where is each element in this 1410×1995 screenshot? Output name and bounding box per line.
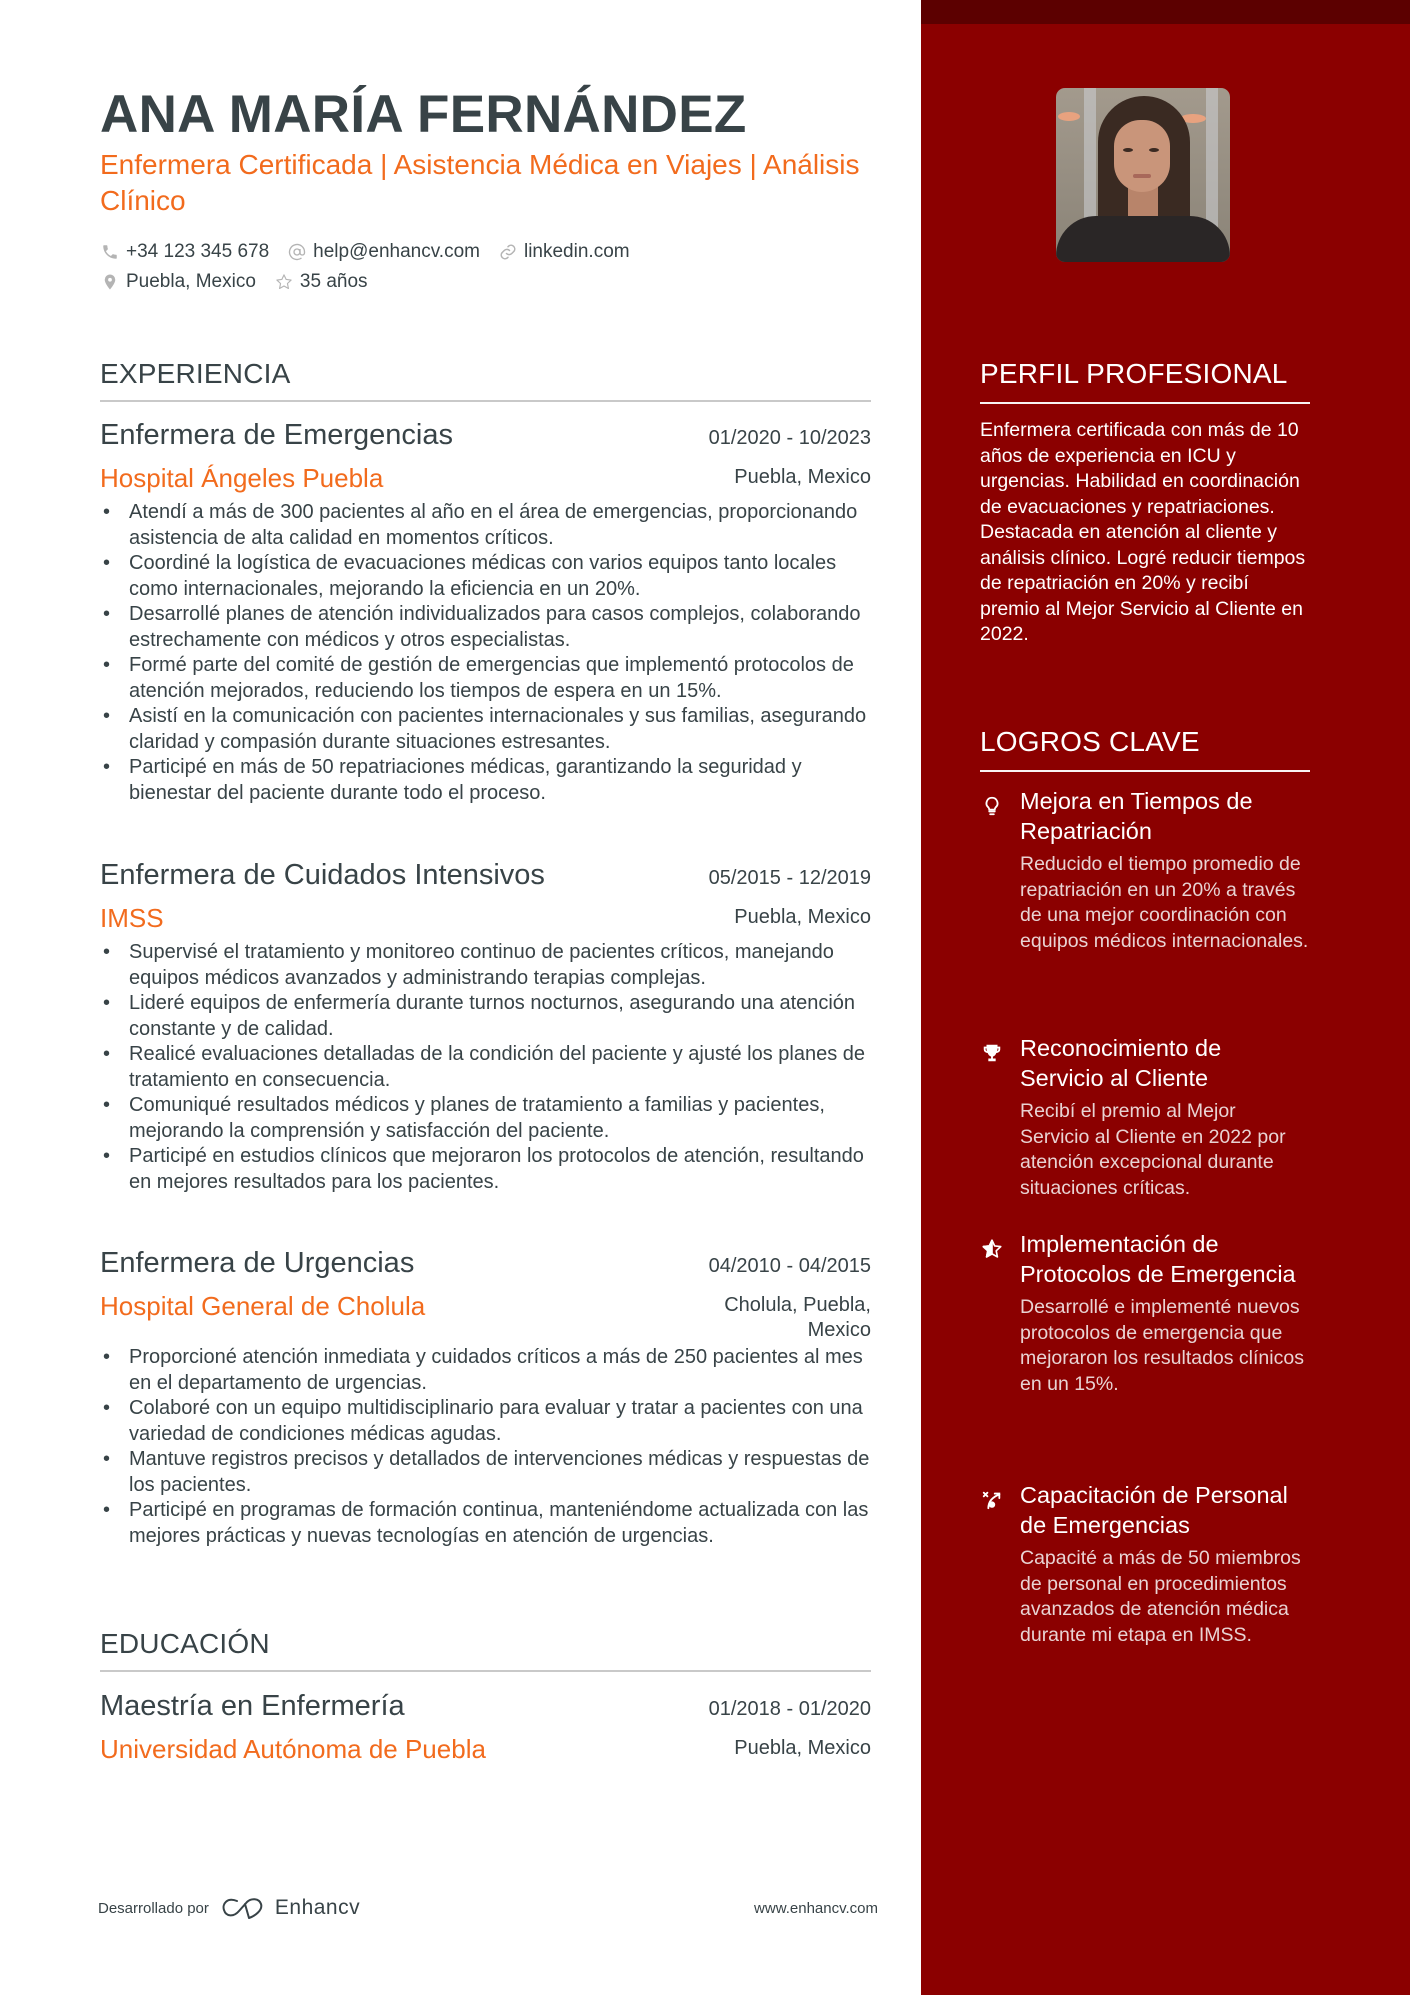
bullet-item: • Formé parte del comité de gestión de emergencias que implementó protocolos de atención mejorados, reduciendo los tiempos de espera en un 15%.: [100, 653, 871, 704]
bullet-item: • Participé en estudios clínicos que mejoraron los protocolos de atención, resultando en mejores resultados para los pacientes.: [100, 1144, 871, 1195]
bullet-item: • Atendí a más de 300 pacientes al año en el área de emergencias, proporcionando asistencia de alta calidad en momentos críticos.: [100, 500, 871, 551]
achievement-title: Capacitación de Personal de Emergencias: [1020, 1482, 1288, 1538]
star-half-icon: [980, 1237, 1004, 1261]
trophy-icon: [980, 1041, 1004, 1065]
section-title-experience: EXPERIENCIA: [100, 358, 291, 389]
education-section: [100, 1624, 871, 1672]
achievement-description: Desarrollé e implementé nuevos protocolos de emergencia que mejoraron los resultados clínicos en un 15%.: [1020, 1296, 1304, 1395]
enhancv-logo[interactable]: [221, 1896, 360, 1920]
location-text: Puebla, Mexico: [126, 271, 256, 292]
experience-section: [100, 354, 871, 402]
contact-email: [287, 241, 480, 263]
job-location: Cholula, Puebla, Mexico: [724, 1294, 871, 1341]
achievement-description: Recibí el premio al Mejor Servicio al Cliente en 2022 por atención excepcional durante situaciones críticas.: [1020, 1100, 1286, 1199]
education-entry: [100, 1686, 871, 1767]
job-title: Enfermera de Emergencias: [100, 419, 453, 451]
section-divider: [100, 400, 871, 402]
sidebar: [921, 0, 1410, 1995]
job-company: IMSS: [100, 903, 164, 933]
linkedin-link[interactable]: linkedin.com: [523, 241, 630, 262]
location-pin-icon: [100, 272, 120, 292]
profile-summary: Enfermera certificada con más de 10 años de experiencia en ICU y urgencias. Habilidad en coordinación de evacuaciones y repatriaciones. Destacada en atención al cliente y análisis clínico. Logré reducir tiempos de repatriación en 20% y recibí premio al Mejor Servicio al Cliente en 2022.: [980, 419, 1306, 645]
bullet-item: • Asistí en la comunicación con pacientes internacionales y sus familias, asegurando claridad y compasión durante situaciones estresantes.: [100, 704, 871, 755]
strategy-route-icon: [980, 1488, 1004, 1512]
job-dates: 01/2020 - 10/2023: [708, 427, 871, 449]
profile-section: [980, 354, 1310, 648]
bullet-item: • Supervisé el tratamiento y monitoreo continuo de pacientes críticos, manejando equipos médicos avanzados y administrando terapias complejas.: [100, 940, 871, 991]
achievement-description: Capacité a más de 50 miembros de personal en procedimientos avanzados de atención médica durante mi etapa en IMSS.: [1020, 1547, 1301, 1646]
lightbulb-icon: [980, 794, 1004, 818]
sidebar-top-band: [921, 0, 1410, 24]
bullet-item: • Lideré equipos de enfermería durante turnos nocturnos, asegurando una atención constante y de calidad.: [100, 991, 871, 1042]
job-title: Enfermera de Cuidados Intensivos: [100, 859, 545, 891]
contact-linkedin: [498, 241, 630, 263]
bullet-item: • Participé en programas de formación continua, manteniéndome actualizada con las mejores prácticas y nuevas tecnologías en atención de urgencias.: [100, 1498, 871, 1549]
star-icon: [274, 272, 294, 292]
job-location: Puebla, Mexico: [734, 906, 871, 928]
powered-by-label: Desarrollado por: [98, 1899, 209, 1917]
bullet-item: • Colaboré con un equipo multidisciplinario para evaluar y tratar a pacientes con una variedad de condiciones médicas agudas.: [100, 1396, 871, 1447]
contact-age: [274, 271, 368, 293]
email-address[interactable]: help@enhancv.com: [313, 241, 480, 262]
section-divider: [100, 1670, 871, 1672]
achievement-title: Implementación de Protocolos de Emergencia: [1020, 1231, 1296, 1287]
achievement-item: [980, 1229, 1310, 1397]
bullet-item: • Participé en más de 50 repatriaciones médicas, garantizando la seguridad y bienestar del paciente durante todo el proceso.: [100, 755, 871, 806]
job-bullets: [100, 500, 871, 806]
bullet-item: • Coordiné la logística de evacuaciones médicas con varios equipos tanto locales como internacionales, mejorando la eficiencia en un 20%.: [100, 551, 871, 602]
section-title-achievements: LOGROS CLAVE: [980, 726, 1200, 757]
candidate-headline: Enfermera Certificada | Asistencia Médica en Viajes | Análisis Clínico: [100, 149, 860, 216]
achievement-description: Reducido el tiempo promedio de repatriación en un 20% a través de una mejor coordinación con equipos médicos internacionales.: [1020, 853, 1309, 952]
bullet-item: • Mantuve registros precisos y detallados de intervenciones médicas y respuestas de los pacientes.: [100, 1447, 871, 1498]
enhancv-logo-icon: [221, 1896, 267, 1920]
section-title-education: EDUCACIÓN: [100, 1628, 270, 1659]
bullet-item: • Realicé evaluaciones detalladas de la condición del paciente y ajusté los planes de tratamiento en consecuencia.: [100, 1042, 871, 1093]
section-divider: [980, 402, 1310, 404]
achievement-title: Mejora en Tiempos de Repatriación: [1020, 788, 1253, 844]
degree-title: Maestría en Enfermería: [100, 1690, 405, 1722]
job-entry: [100, 1243, 871, 1549]
section-divider: [980, 770, 1310, 772]
school-name: Universidad Autónoma de Puebla: [100, 1734, 486, 1764]
bullet-item: • Comuniqué resultados médicos y planes de tratamiento a familias y pacientes, mejorando la comprensión y satisfacción del paciente.: [100, 1093, 871, 1144]
profile-photo: [1056, 88, 1230, 262]
phone-number[interactable]: +34 123 345 678: [126, 241, 270, 262]
contact-location: [100, 271, 256, 293]
job-title: Enfermera de Urgencias: [100, 1247, 415, 1279]
achievements-section: [980, 722, 1310, 772]
phone-icon: [100, 242, 120, 262]
job-company: Hospital General de Cholula: [100, 1291, 426, 1321]
achievement-title: Reconocimiento de Servicio al Cliente: [1020, 1035, 1222, 1091]
job-entry: [100, 855, 871, 1195]
achievement-item: [980, 1480, 1310, 1648]
candidate-name: ANA MARÍA FERNÁNDEZ: [100, 85, 747, 144]
age-text: 35 años: [299, 271, 368, 292]
achievement-item: [980, 786, 1310, 954]
footer: [98, 1890, 878, 1926]
job-bullets: [100, 1345, 871, 1549]
job-location: Puebla, Mexico: [734, 466, 871, 488]
footer-url[interactable]: www.enhancv.com: [754, 1899, 878, 1917]
brand-name: Enhancv: [274, 1896, 361, 1919]
bullet-item: • Desarrollé planes de atención individualizados para casos complejos, colaborando estrechamente con médicos y otros especialistas.: [100, 602, 871, 653]
bullet-item: • Proporcioné atención inmediata y cuidados críticos a más de 250 pacientes al mes en el departamento de urgencias.: [100, 1345, 871, 1396]
education-dates: 01/2018 - 01/2020: [708, 1698, 871, 1720]
link-icon: [498, 242, 518, 262]
job-company: Hospital Ángeles Puebla: [100, 463, 384, 493]
job-bullets: [100, 940, 871, 1195]
contact-phone: [100, 241, 269, 263]
contact-info: [100, 237, 880, 297]
at-icon: [287, 242, 307, 262]
achievement-item: [980, 1033, 1310, 1201]
job-dates: 05/2015 - 12/2019: [708, 867, 871, 889]
job-dates: 04/2010 - 04/2015: [708, 1255, 871, 1277]
school-location: Puebla, Mexico: [734, 1737, 871, 1759]
section-title-profile: PERFIL PROFESIONAL: [980, 358, 1288, 389]
job-entry: [100, 415, 871, 806]
